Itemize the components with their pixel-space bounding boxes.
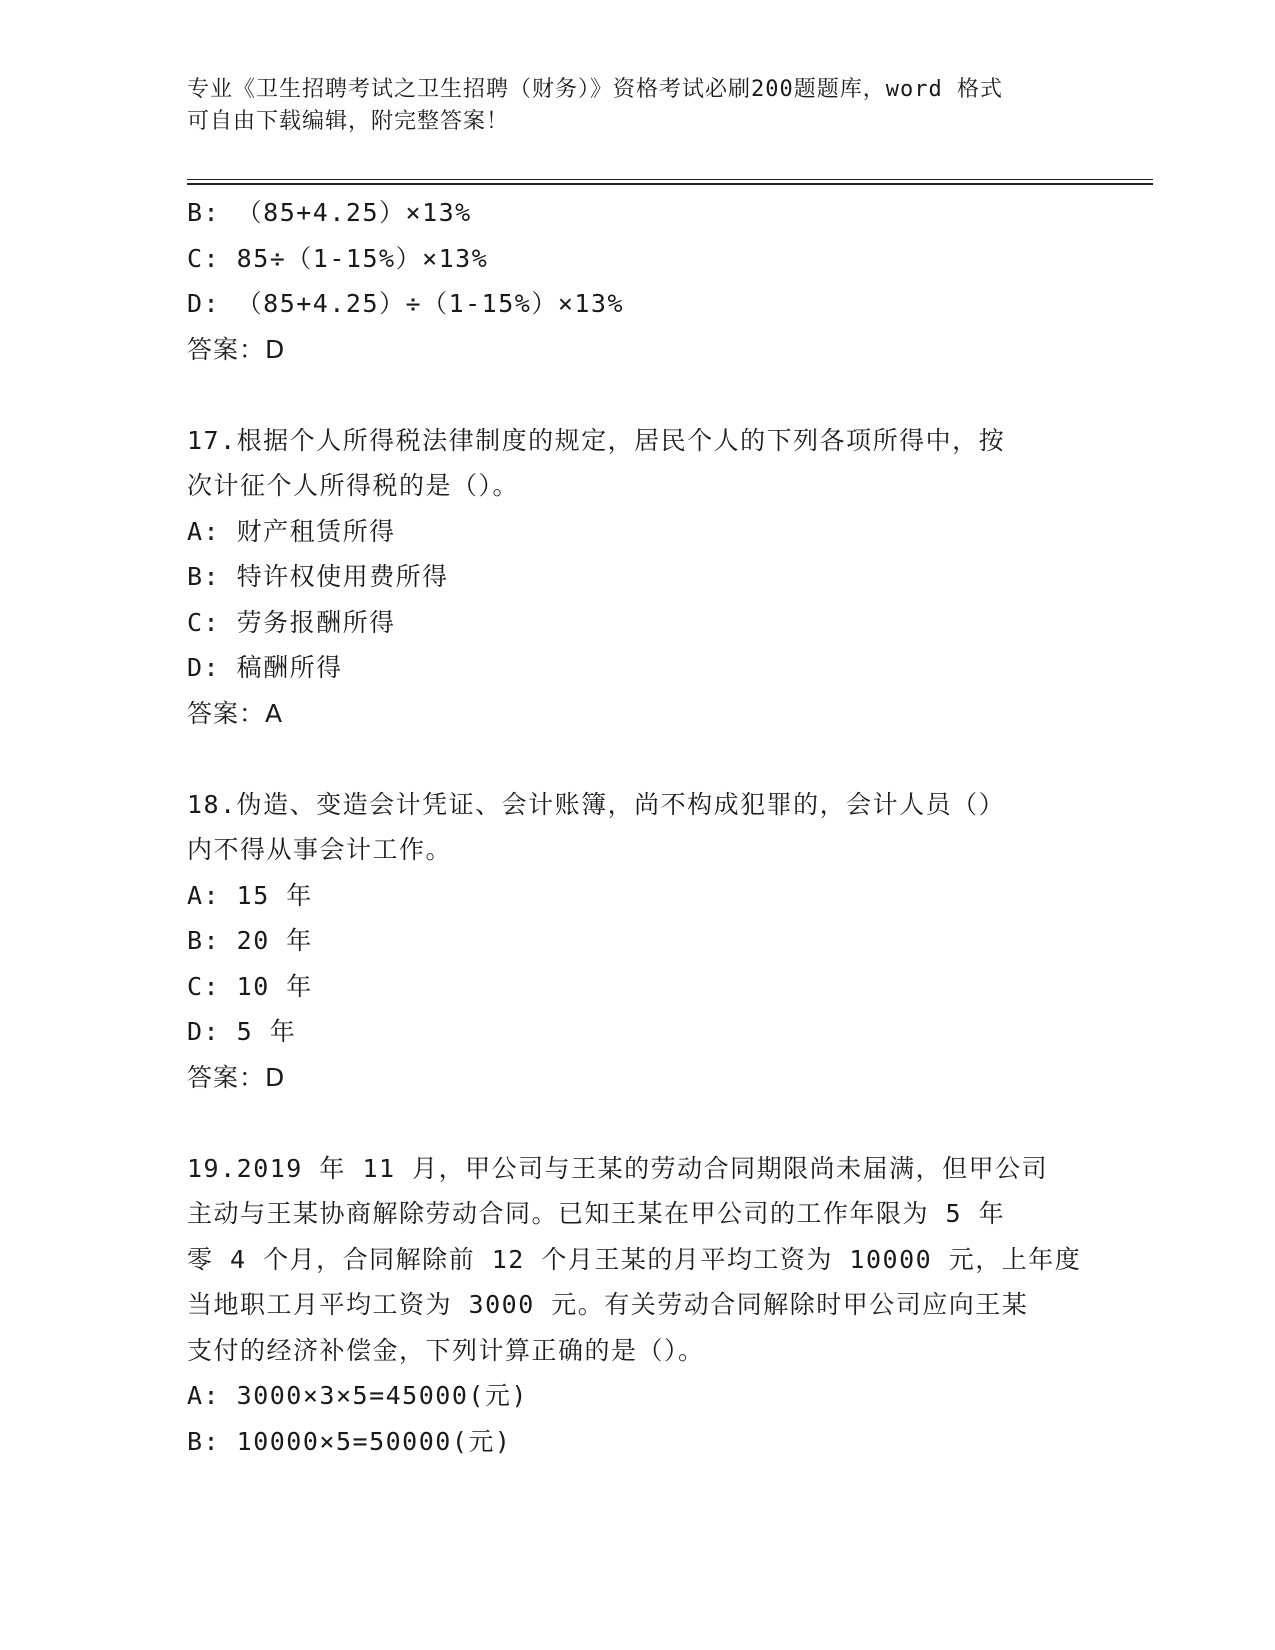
question-18 — [187, 782, 1087, 1101]
header-line-1: 专业《卫生招聘考试之卫生招聘（财务）》资格考试必刷200题题库，word 格式 — [187, 77, 1003, 102]
question-text: 主动与王某协商解除劳动合同。已知王某在甲公司的工作年限为 5 年 — [187, 1199, 1006, 1228]
header-line-2: 可自由下载编辑，附完整答案！ — [187, 109, 510, 134]
option-b: B: 10000×5=50000(元) — [187, 1426, 512, 1456]
header-rule-thick — [187, 183, 1153, 185]
option-d: D: 稿酬所得 — [187, 653, 343, 682]
question-text: 17.根据个人所得税法律制度的规定，居民个人的下列各项所得中，按 — [187, 425, 1006, 455]
option-c: C: 劳务报酬所得 — [187, 607, 396, 637]
option-b: B: （85+4.25）×13% — [187, 198, 472, 227]
question-text: 19.2019 年 11 月，甲公司与王某的劳动合同期限尚未届满，但甲公司 — [187, 1153, 1049, 1183]
question-17 — [187, 418, 1087, 737]
question-text: 支付的经济补偿金，下列计算正确的是（）。 — [187, 1335, 705, 1365]
document-header — [187, 74, 1067, 138]
question-text: 次计征个人所得税的是（）。 — [187, 471, 520, 500]
question-16 — [187, 190, 1087, 372]
answer: 答案：D — [187, 1062, 286, 1092]
option-d: D: （85+4.25）÷（1-15%）×13% — [187, 289, 625, 318]
answer: 答案：D — [187, 334, 286, 364]
question-text: 当地职工月平均工资为 3000 元。有关劳动合同解除时甲公司应向王某 — [187, 1290, 1029, 1319]
option-d: D: 5 年 — [187, 1017, 297, 1046]
question-text: 内不得从事会计工作。 — [187, 835, 453, 864]
option-c: C: 10 年 — [187, 971, 313, 1001]
answer: 答案：A — [187, 698, 284, 728]
option-a: A: 3000×3×5=45000(元) — [187, 1381, 528, 1410]
question-text: 18.伪造、变造会计凭证、会计账簿，尚不构成犯罪的，会计人员（） — [187, 789, 1006, 819]
option-a: A: 15 年 — [187, 880, 313, 910]
header-rule-thin — [187, 179, 1153, 180]
document-body — [187, 190, 1087, 1464]
question-19 — [187, 1146, 1087, 1465]
option-b: B: 20 年 — [187, 926, 313, 955]
option-a: A: 财产租赁所得 — [187, 516, 396, 546]
option-c: C: 85÷（1-15%）×13% — [187, 243, 489, 273]
option-b: B: 特许权使用费所得 — [187, 562, 449, 591]
question-text: 零 4 个月，合同解除前 12 个月王某的月平均工资为 10000 元，上年度 — [187, 1244, 1082, 1274]
